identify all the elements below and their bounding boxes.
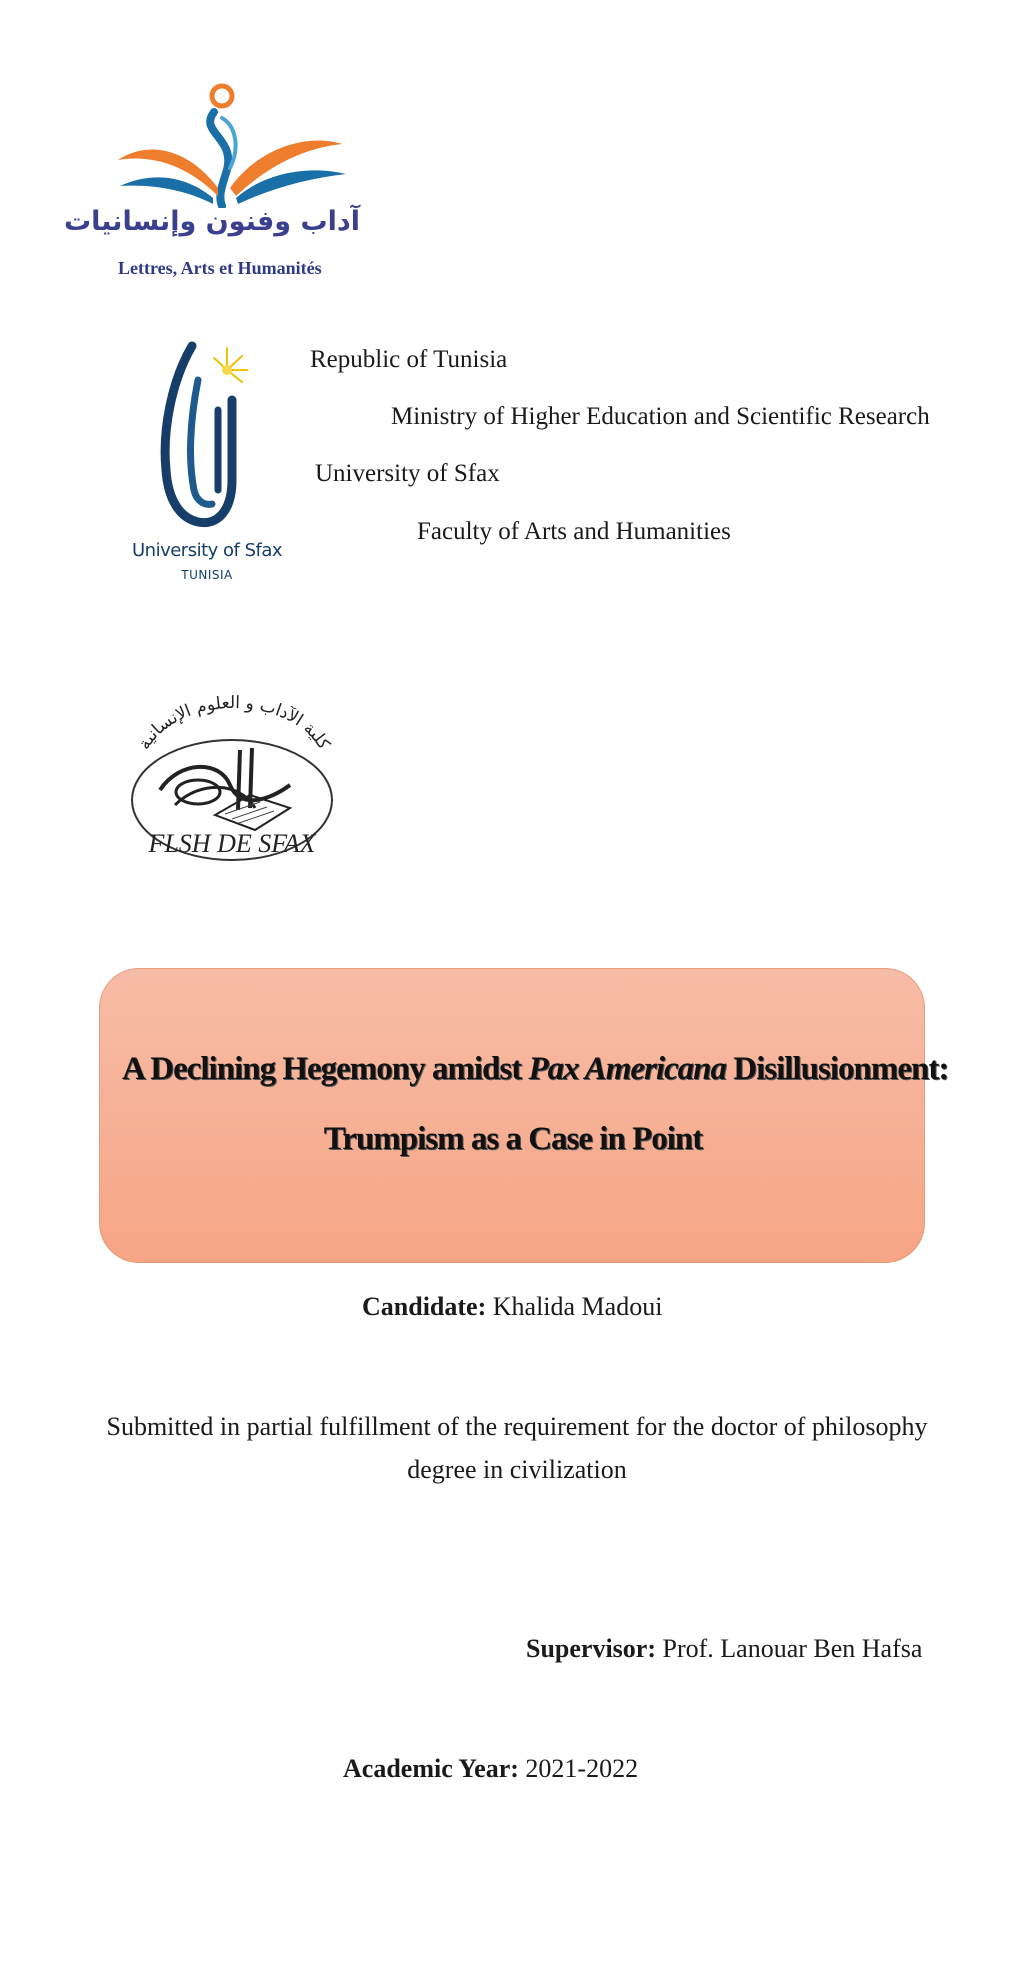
candidate-line [362,1292,662,1322]
candidate-name: Khalida Madoui [486,1292,663,1321]
academic-year-value: 2021-2022 [518,1754,639,1783]
thesis-title-box [99,968,949,1263]
sfax-flame-emblem-icon [132,340,282,540]
academic-year-label: Academic Year: [343,1754,519,1783]
sfax-logo-name: University of Sfax [132,540,283,561]
header-faculty: Faculty of Arts and Humanities [417,518,731,545]
flsh-arabic-arc: كلية الآداب و العلوم الإنسانية [134,692,334,754]
lah-latin-text: Lettres, Arts et Humanités [118,258,322,278]
university-of-sfax-logo [132,340,282,592]
header-ministry: Ministry of Higher Education and Scientific Research [391,403,930,430]
thesis-title-line-1 [122,1051,948,1088]
title-italic-pax-americana: Pax Americana [528,1051,727,1087]
supervisor-label: Supervisor: [526,1634,656,1663]
submission-line-1: Submitted in partial fulfillment of the requirement for the doctor of philosophy [106,1412,928,1441]
title-part-1: A Declining Hegemony amidst [122,1051,529,1087]
header-university: University of Sfax [315,460,500,487]
academic-year-line [343,1754,638,1784]
sfax-logo-country: TUNISIA [181,568,233,582]
submission-line-2: degree in civilization [407,1455,627,1484]
open-book-figure-icon [118,78,363,208]
title-part-2: Disillusionment: [726,1051,949,1087]
lah-arabic-text: آداب وفنون وإنسانيات [64,206,360,237]
flsh-latin-text: FLSH DE SFAX [148,829,316,858]
flsh-seal-icon [120,690,345,870]
thesis-title-line-2: Trumpism as a Case in Point [323,1121,703,1157]
flsh-sfax-seal-logo [120,690,345,870]
supervisor-name: Prof. Lanouar Ben Hafsa [656,1634,923,1663]
supervisor-line [526,1634,922,1664]
candidate-label: Candidate: [362,1292,487,1321]
header-republic: Republic of Tunisia [310,346,508,373]
lettres-arts-humanites-logo [64,78,363,288]
